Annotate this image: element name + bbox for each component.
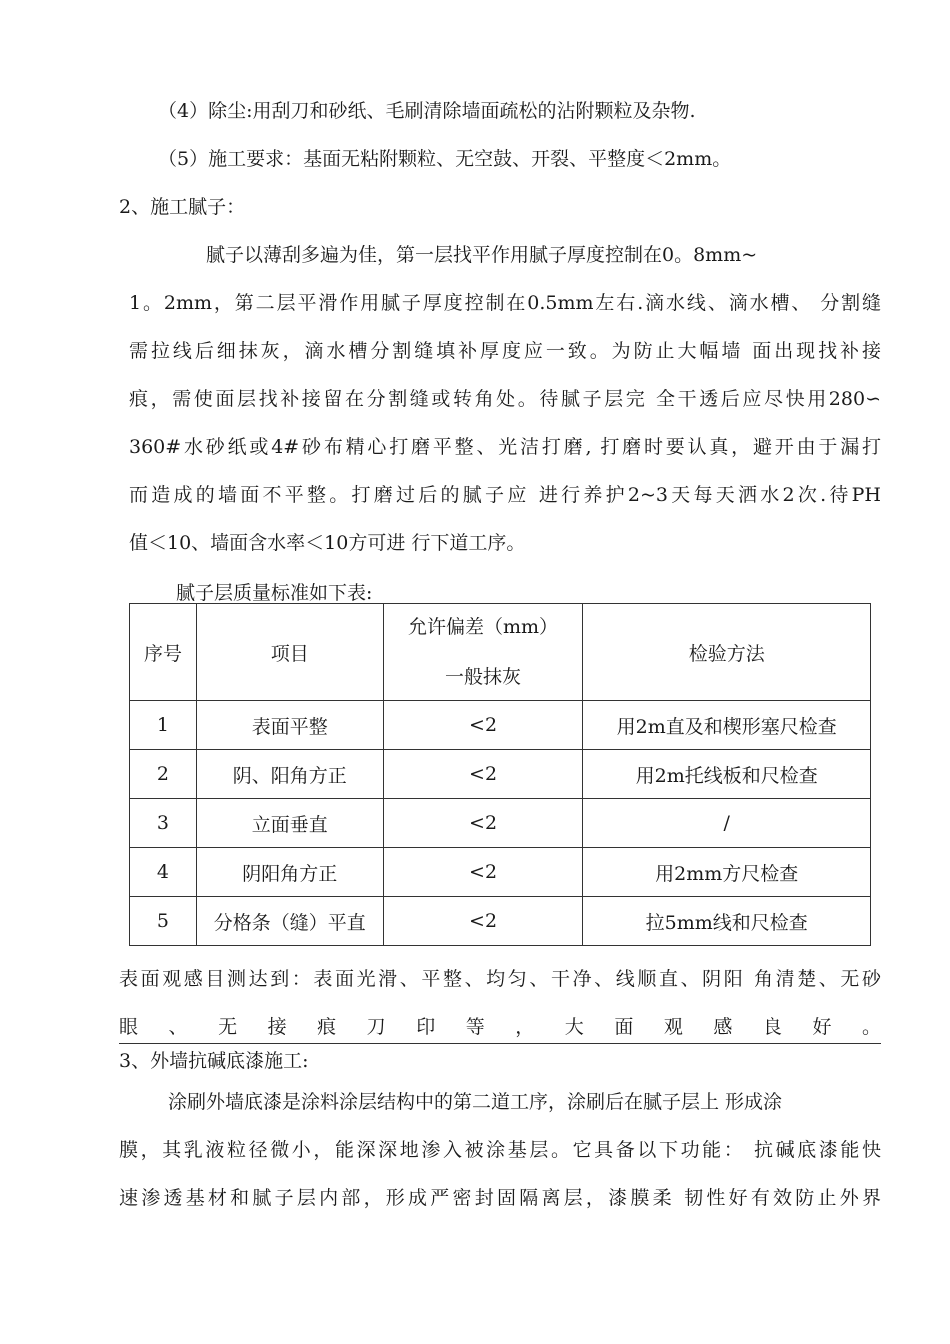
cell-no: 5 [130, 897, 197, 946]
quality-standard-table [129, 603, 871, 946]
table-header-row [130, 604, 871, 701]
sense-char: 观 [663, 1016, 683, 1038]
primer-paragraph-line: 膜，其乳液粒径微小，能深深地渗入被涂基层。它具备以下功能： 抗碱底漆能快 [119, 1139, 881, 1161]
table-row [130, 750, 871, 799]
sense-char: 等 [465, 1016, 485, 1038]
sense-char: 良 [762, 1016, 782, 1038]
header-no: 序号 [130, 604, 197, 701]
header-tolerance-label: 允许偏差（mm） [408, 616, 559, 638]
horizontal-rule [119, 1043, 881, 1044]
putty-paragraph-line: 360#水砂纸或4#砂布精心打磨平整、光洁打磨, 打磨时要认真，避开由于漏打 [129, 436, 881, 458]
cell-tolerance: <2 [383, 701, 583, 750]
sense-char: 接 [267, 1016, 287, 1038]
sense-char: 痕 [317, 1016, 337, 1038]
section-2-heading: 2、施工腻子： [119, 196, 246, 218]
step-5-requirements: （5）施工要求：基面无粘附颗粒、无空鼓、开裂、平整度＜2mm。 [158, 148, 732, 170]
cell-tolerance: <2 [383, 897, 583, 946]
putty-paragraph-line: 需拉线后细抹灰，滴水槽分割缝填补厚度应一致。为防止大幅墙 面出现找补接 [129, 340, 881, 362]
header-tolerance-sub: 一般抹灰 [445, 666, 522, 688]
table-row [130, 799, 871, 848]
cell-method: 用2mm方尺检查 [583, 848, 871, 897]
cell-no: 4 [130, 848, 197, 897]
sense-char: 眼 [119, 1016, 139, 1038]
sense-char: 面 [614, 1016, 634, 1038]
sense-char: 印 [416, 1016, 436, 1038]
table-row [130, 848, 871, 897]
header-item: 项目 [196, 604, 383, 701]
primer-paragraph-line: 速渗透基材和腻子层内部，形成严密封固隔离层，漆膜柔 韧性好有效防止外界 [119, 1187, 881, 1209]
cell-item: 表面平整 [196, 701, 383, 750]
sense-char: 、 [168, 1016, 188, 1038]
visual-sense-line-spread [119, 1015, 881, 1039]
cell-item: 阴阳角方正 [196, 848, 383, 897]
table-row [130, 897, 871, 946]
sense-char: 大 [564, 1016, 584, 1038]
cell-item: 立面垂直 [196, 799, 383, 848]
header-method: 检验方法 [583, 604, 871, 701]
section-3-heading: 3、外墙抗碱底漆施工: [119, 1050, 309, 1072]
cell-method: 用2m托线板和尺检查 [583, 750, 871, 799]
header-tolerance [383, 604, 583, 701]
cell-item: 阴、阳角方正 [196, 750, 383, 799]
sense-char: ， [515, 1016, 535, 1038]
cell-no: 1 [130, 701, 197, 750]
cell-tolerance: <2 [383, 750, 583, 799]
putty-paragraph-line: 腻子以薄刮多遍为佳，第一层找平作用腻子厚度控制在0。8mm~ [206, 244, 758, 266]
sense-char: 。 [861, 1016, 881, 1038]
sense-char: 刀 [366, 1016, 386, 1038]
putty-paragraph-line: 1。2mm，第二层平滑作用腻子厚度控制在0.5mm左右.滴水线、滴水槽、 分割缝 [129, 292, 881, 314]
sense-char: 感 [713, 1016, 733, 1038]
cell-item: 分格条（缝）平直 [196, 897, 383, 946]
cell-tolerance: <2 [383, 848, 583, 897]
visual-sense-line: 表面观感目测达到：表面光滑、平整、均匀、干净、线顺直、阴阳 角清楚、无砂 [119, 968, 881, 990]
cell-tolerance: <2 [383, 799, 583, 848]
sense-char: 好 [812, 1016, 832, 1038]
cell-method: 拉5mm线和尺检查 [583, 897, 871, 946]
cell-method: 用2m直及和楔形塞尺检查 [583, 701, 871, 750]
cell-no: 3 [130, 799, 197, 848]
cell-no: 2 [130, 750, 197, 799]
cell-method: / [583, 799, 871, 848]
primer-paragraph-line: 涂刷外墙底漆是涂料涂层结构中的第二道工序，涂刷后在腻子层上 形成涂 [168, 1091, 783, 1113]
step-4-dust-removal: （4）除尘:用刮刀和砂纸、毛刷清除墙面疏松的沾附颗粒及杂物. [158, 100, 696, 122]
table-caption: 腻子层质量标准如下表: [176, 582, 373, 604]
sense-char: 无 [218, 1016, 238, 1038]
putty-paragraph-line: 而造成的墙面不平整。打磨过后的腻子应 进行养护2~3天每天洒水2次.待PH [129, 484, 881, 506]
putty-paragraph-line: 值＜10、墙面含水率＜10方可进 行下道工序。 [129, 532, 526, 554]
table-row [130, 701, 871, 750]
putty-paragraph-line: 痕，需使面层找补接留在分割缝或转角处。待腻子层完 全干透后应尽快用280∽ [129, 388, 881, 410]
